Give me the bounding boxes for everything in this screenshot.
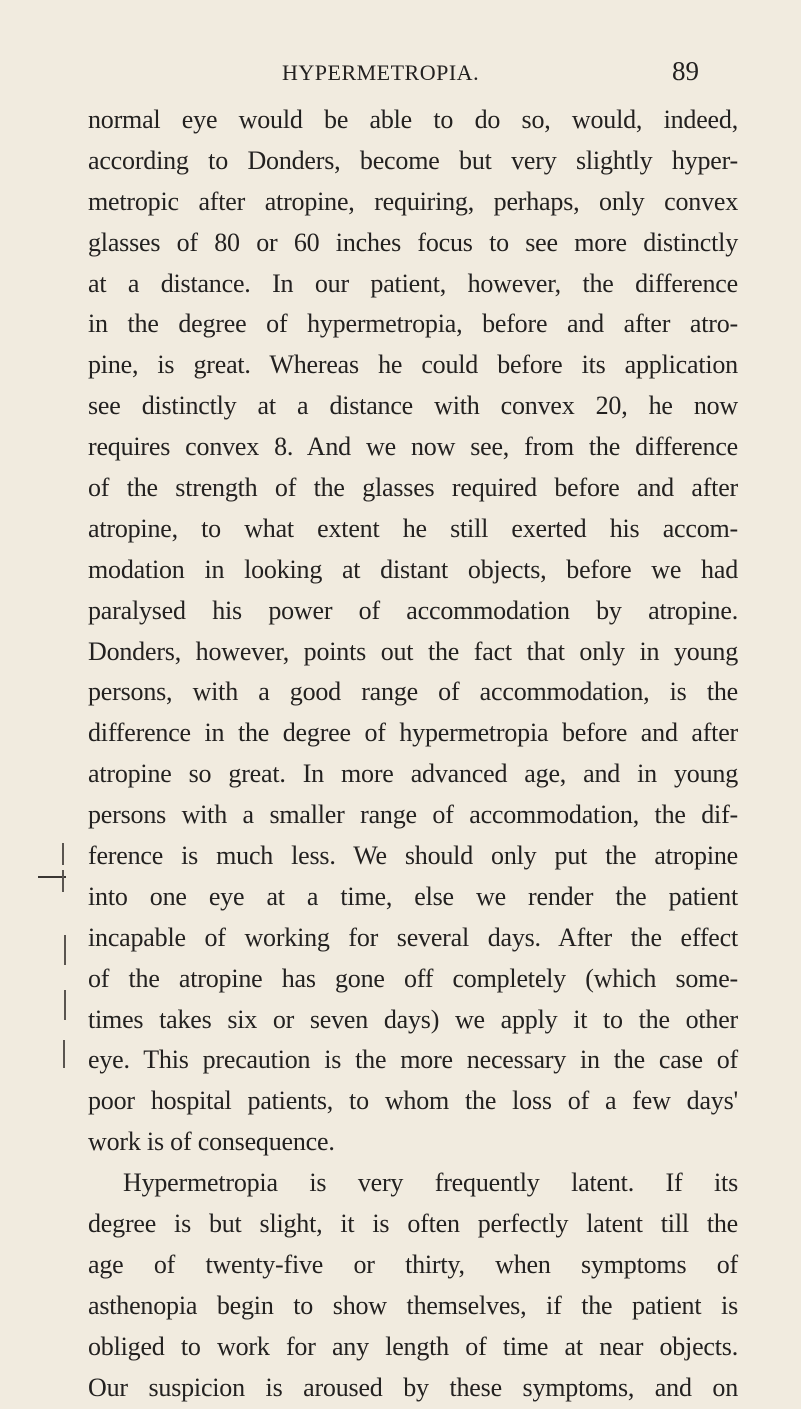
text-line: see distinctly at a distance with convex 20, he now bbox=[88, 391, 738, 421]
page-number: 89 bbox=[672, 56, 699, 86]
text-line: degree is but slight, it is often perfectly latent till the bbox=[88, 1209, 738, 1239]
text-line: Hypermetropia is very frequently latent. If its bbox=[123, 1168, 738, 1198]
margin-bar-mark bbox=[64, 935, 66, 965]
body-text bbox=[88, 100, 738, 1409]
text-line: eye. This precaution is the more necessary in the case of bbox=[88, 1045, 738, 1075]
text-line: atropine, to what extent he still exerted his accom- bbox=[88, 513, 738, 543]
text-line: metropic after atropine, requiring, perhaps, only convex bbox=[88, 186, 738, 216]
text-line: of the atropine has gone off completely (which some- bbox=[88, 963, 738, 993]
text-line: atropine so great. In more advanced age, and in young bbox=[88, 759, 738, 789]
text-line: age of twenty-five or thirty, when symptoms of bbox=[88, 1249, 738, 1279]
text-line: times takes six or seven days) we apply it to the other bbox=[88, 1004, 738, 1034]
text-line: requires convex 8. And we now see, from the difference bbox=[88, 432, 738, 462]
text-line: Donders, however, points out the fact that only in young bbox=[88, 636, 738, 666]
text-line: obliged to work for any length of time at near objects. bbox=[88, 1331, 738, 1361]
text-line: persons with a smaller range of accommodation, the dif- bbox=[88, 800, 738, 830]
text-line: pine, is great. Whereas he could before its application bbox=[88, 350, 738, 380]
margin-bar-mark bbox=[63, 1040, 65, 1068]
text-line: work is of consequence. bbox=[88, 1127, 335, 1157]
text-line: ference is much less. We should only put the atropine bbox=[88, 841, 738, 871]
text-line: asthenopia begin to show themselves, if the patient is bbox=[88, 1290, 738, 1320]
margin-bar-mark bbox=[62, 843, 64, 865]
text-line: glasses of 80 or 60 inches focus to see more distinctly bbox=[88, 227, 738, 257]
text-line: poor hospital patients, to whom the loss of a few days' bbox=[88, 1086, 738, 1116]
text-line: Our suspicion is aroused by these symptoms, and on bbox=[88, 1372, 738, 1402]
text-line: into one eye at a time, else we render the patient bbox=[88, 881, 738, 911]
text-line: normal eye would be able to do so, would, indeed, bbox=[88, 105, 738, 134]
running-title: HYPERMETROPIA. bbox=[282, 60, 480, 85]
text-line: according to Donders, become but very slightly hyper- bbox=[88, 145, 738, 175]
text-line: persons, with a good range of accommodation, is the bbox=[88, 677, 738, 707]
text-line: of the strength of the glasses required before and after bbox=[88, 473, 738, 503]
text-line: in the degree of hypermetropia, before and after atro- bbox=[88, 309, 738, 339]
text-line: difference in the degree of hypermetropia before and after bbox=[88, 718, 738, 748]
text-line: modation in looking at distant objects, before we had bbox=[88, 554, 738, 584]
text-line: incapable of working for several days. After the effect bbox=[88, 922, 738, 952]
margin-bar-mark bbox=[64, 990, 66, 1020]
margin-bar-mark bbox=[62, 870, 64, 892]
text-line: at a distance. In our patient, however, the difference bbox=[88, 268, 738, 298]
text-line: paralysed his power of accommodation by atropine. bbox=[88, 595, 738, 625]
